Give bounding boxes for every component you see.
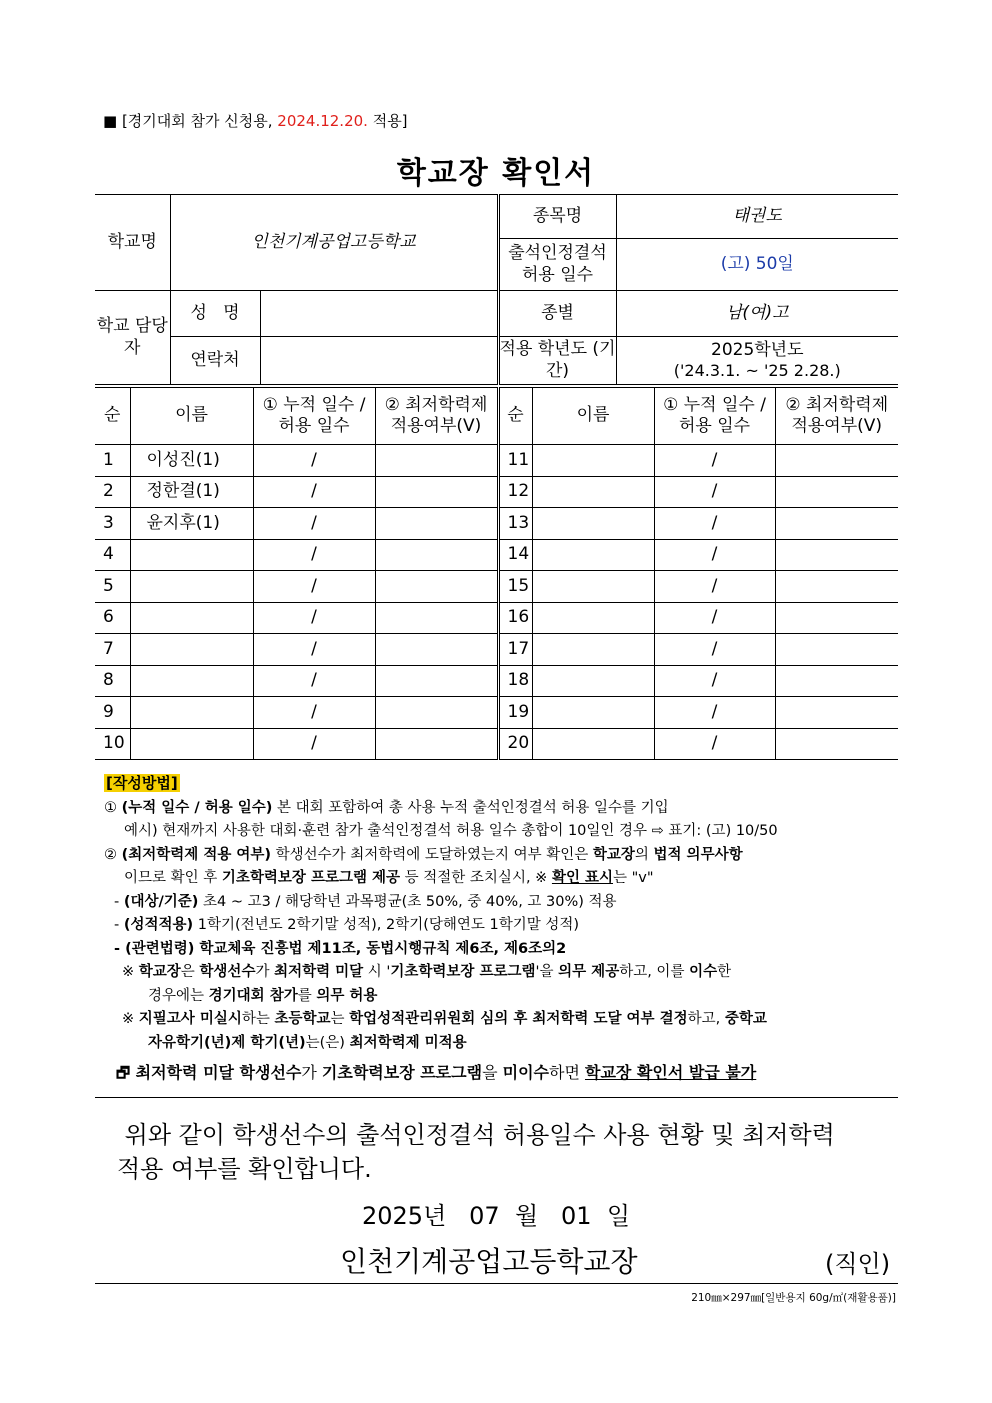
method-line-4: 이므로 확인 후 기초학력보장 프로그램 제공 등 적절한 조치실시, ※ 확인 표시는 "v" bbox=[124, 870, 654, 886]
student-name bbox=[130, 728, 253, 760]
days-cell: / bbox=[253, 634, 375, 666]
row-seq: 10 bbox=[95, 728, 130, 760]
header-seq: 순 bbox=[498, 388, 532, 445]
table-row bbox=[95, 445, 898, 477]
student-name bbox=[532, 571, 654, 603]
method-line-2: 예시) 현재까지 사용한 대회·훈련 참가 출석인정결석 허용 일수 총합이 10일인 경우 ⇨ 표기: (고) 10/50 bbox=[124, 823, 778, 839]
allow-label: 출석인정결석 허용 일수 bbox=[498, 239, 616, 291]
roster-header-row bbox=[95, 388, 898, 445]
header-seq: 순 bbox=[95, 388, 130, 445]
table-row bbox=[95, 665, 898, 697]
row-seq: 16 bbox=[498, 602, 532, 634]
row-seq: 20 bbox=[498, 728, 532, 760]
header-min: ② 최저학력제 적용여부(V) bbox=[775, 388, 898, 445]
method-line-1: ① (누적 일수 / 허용 일수) 본 대회 포함하여 총 사용 누적 출석인정결석 허용 일수를 기입 bbox=[104, 799, 669, 816]
table-row bbox=[95, 539, 898, 571]
min-check-cell bbox=[775, 539, 898, 571]
manager-label: 학교 담당자 bbox=[95, 291, 170, 385]
row-seq: 13 bbox=[498, 508, 532, 540]
row-seq: 5 bbox=[95, 571, 130, 603]
min-check-cell bbox=[375, 539, 498, 571]
row-seq: 2 bbox=[95, 476, 130, 508]
contact-value bbox=[260, 337, 498, 385]
student-name bbox=[532, 539, 654, 571]
school-label: 학교명 bbox=[95, 195, 170, 291]
method-line-8: ※ 학교장은 학생선수가 최저학력 미달 시 '기초학력보장 프로그램'을 의무 제공하고, 이를 이수한 bbox=[122, 964, 732, 980]
row-seq: 7 bbox=[95, 634, 130, 666]
min-check-cell bbox=[375, 665, 498, 697]
days-cell: / bbox=[654, 665, 775, 697]
writing-method bbox=[104, 772, 904, 1086]
school-value: 인천기계공업고등학교 bbox=[170, 195, 498, 291]
days-cell: / bbox=[253, 602, 375, 634]
days-cell: / bbox=[253, 697, 375, 729]
seal-label: (직인) bbox=[825, 1250, 891, 1278]
table-row bbox=[95, 571, 898, 603]
days-cell: / bbox=[253, 476, 375, 508]
row-seq: 8 bbox=[95, 665, 130, 697]
student-name: 윤지후(1) bbox=[130, 508, 253, 540]
issue-date: 2025년 07 월 01 일 bbox=[362, 1202, 630, 1230]
table-row bbox=[95, 728, 898, 760]
days-cell: / bbox=[654, 697, 775, 729]
row-seq: 17 bbox=[498, 634, 532, 666]
header-min: ② 최저학력제 적용여부(V) bbox=[375, 388, 498, 445]
min-check-cell bbox=[775, 728, 898, 760]
min-check-cell bbox=[775, 476, 898, 508]
header-name: 이름 bbox=[532, 388, 654, 445]
min-check-cell bbox=[375, 476, 498, 508]
student-name bbox=[532, 476, 654, 508]
header-date: 2024.12.20. bbox=[277, 112, 368, 130]
school-signature: 인천기계공업고등학교장 bbox=[340, 1245, 638, 1278]
row-seq: 4 bbox=[95, 539, 130, 571]
method-line-12: 🗗 최저학력 미달 학생선수가 기초학력보장 프로그램을 미이수하면 학교장 확인서 발급 불가 bbox=[116, 1063, 757, 1082]
method-line-3: ② (최저학력제 적용 여부) 학생선수가 최저학력에 도달하였는지 여부 확인은 학교장의 법적 의무사항 bbox=[104, 846, 743, 863]
table-row bbox=[95, 476, 898, 508]
min-check-cell bbox=[375, 634, 498, 666]
method-line-11: 자유학기(년)제 학기(년)는(은) 최저학력제 미적용 bbox=[148, 1034, 467, 1051]
name-value bbox=[260, 291, 498, 337]
min-check-cell bbox=[775, 571, 898, 603]
method-line-5: - (대상/기준) 초4 ~ 고3 / 해당학년 과목평균(초 50%, 중 40%, 고 30%) 적용 bbox=[114, 893, 617, 910]
table-row bbox=[95, 634, 898, 666]
days-cell: / bbox=[654, 539, 775, 571]
min-check-cell bbox=[375, 571, 498, 603]
min-check-cell bbox=[775, 445, 898, 477]
method-line-10: ※ 지필고사 미실시하는 초등학교는 학업성적관리위원회 심의 후 최저학력 도달 여부 결정하고, 중학교 bbox=[122, 1011, 767, 1027]
row-seq: 14 bbox=[498, 539, 532, 571]
student-name bbox=[532, 508, 654, 540]
method-line-6: - (성적적용) 1학기(전년도 2학기말 성적), 2학기(당해연도 1학기말 성적) bbox=[114, 917, 580, 933]
info-table bbox=[95, 194, 898, 385]
row-seq: 12 bbox=[498, 476, 532, 508]
row-seq: 19 bbox=[498, 697, 532, 729]
confirm-text bbox=[117, 1118, 897, 1186]
row-seq: 11 bbox=[498, 445, 532, 477]
student-name bbox=[532, 665, 654, 697]
method-line-7: - (관련법령) 학교체육 진흥법 제11조, 동법시행규칙 제6조, 제6조의2 bbox=[114, 940, 567, 957]
year-cell bbox=[616, 337, 898, 385]
days-cell: / bbox=[654, 728, 775, 760]
allow-value: (고) 50일 bbox=[616, 239, 898, 291]
student-name: 이성진(1) bbox=[130, 445, 253, 477]
row-seq: 9 bbox=[95, 697, 130, 729]
sport-label: 종목명 bbox=[498, 195, 616, 239]
days-cell: / bbox=[654, 508, 775, 540]
days-cell: / bbox=[253, 665, 375, 697]
table-row bbox=[95, 697, 898, 729]
divider-top bbox=[95, 1097, 898, 1098]
days-cell: / bbox=[654, 634, 775, 666]
confirm-line-1: 위와 같이 학생선수의 출석인정결석 허용일수 사용 현황 및 최저학력 bbox=[117, 1121, 835, 1149]
divider-bottom bbox=[95, 1283, 898, 1284]
student-name bbox=[532, 634, 654, 666]
gender-label: 종별 bbox=[498, 291, 616, 337]
days-cell: / bbox=[654, 602, 775, 634]
student-name bbox=[532, 602, 654, 634]
period-value: ('24.3.1. ~ '25 2.28.) bbox=[673, 361, 841, 381]
sport-value: 태권도 bbox=[616, 195, 898, 239]
name-label: 성 명 bbox=[170, 291, 260, 337]
row-seq: 15 bbox=[498, 571, 532, 603]
confirm-line-2: 적용 여부를 확인합니다. bbox=[117, 1155, 372, 1183]
student-name bbox=[130, 539, 253, 571]
student-name: 정한결(1) bbox=[130, 476, 253, 508]
days-cell: / bbox=[253, 445, 375, 477]
table-row bbox=[95, 602, 898, 634]
days-cell: / bbox=[654, 571, 775, 603]
row-seq: 18 bbox=[498, 665, 532, 697]
min-check-cell bbox=[775, 508, 898, 540]
method-line-9: 경우에는 경기대회 참가를 의무 허용 bbox=[148, 987, 378, 1004]
paper-spec: 210㎜×297㎜[일반용지 60g/㎡(재활용품)] bbox=[691, 1292, 896, 1304]
student-name bbox=[130, 571, 253, 603]
row-seq: 3 bbox=[95, 508, 130, 540]
row-seq: 1 bbox=[95, 445, 130, 477]
header-days: ① 누적 일수 / 허용 일수 bbox=[654, 388, 775, 445]
table-row bbox=[95, 508, 898, 540]
student-name bbox=[130, 602, 253, 634]
student-name bbox=[130, 665, 253, 697]
method-heading: [작성방법] bbox=[106, 774, 178, 792]
roster-table bbox=[95, 387, 898, 760]
days-cell: / bbox=[654, 476, 775, 508]
year-value: 2025학년도 bbox=[711, 339, 804, 360]
days-cell: / bbox=[253, 539, 375, 571]
days-cell: / bbox=[253, 571, 375, 603]
min-check-cell bbox=[375, 508, 498, 540]
student-name bbox=[532, 697, 654, 729]
header-name: 이름 bbox=[130, 388, 253, 445]
page-title: 학교장 확인서 bbox=[396, 156, 596, 191]
min-check-cell bbox=[775, 634, 898, 666]
header-note: ■ [경기대회 참가 신청용, 2024.12.20. 적용] bbox=[103, 112, 408, 130]
student-name bbox=[130, 634, 253, 666]
min-check-cell bbox=[775, 602, 898, 634]
gender-value: 남(여)고 bbox=[616, 291, 898, 337]
min-check-cell bbox=[375, 697, 498, 729]
min-check-cell bbox=[375, 728, 498, 760]
student-name bbox=[532, 445, 654, 477]
days-cell: / bbox=[253, 728, 375, 760]
min-check-cell bbox=[775, 697, 898, 729]
min-check-cell bbox=[775, 665, 898, 697]
contact-label: 연락처 bbox=[170, 337, 260, 385]
header-days: ① 누적 일수 / 허용 일수 bbox=[253, 388, 375, 445]
student-name bbox=[532, 728, 654, 760]
year-label: 적용 학년도 (기간) bbox=[498, 337, 616, 385]
student-name bbox=[130, 697, 253, 729]
min-check-cell bbox=[375, 445, 498, 477]
days-cell: / bbox=[253, 508, 375, 540]
row-seq: 6 bbox=[95, 602, 130, 634]
days-cell: / bbox=[654, 445, 775, 477]
arrow-box-icon: 🗗 bbox=[116, 1064, 131, 1082]
min-check-cell bbox=[375, 602, 498, 634]
